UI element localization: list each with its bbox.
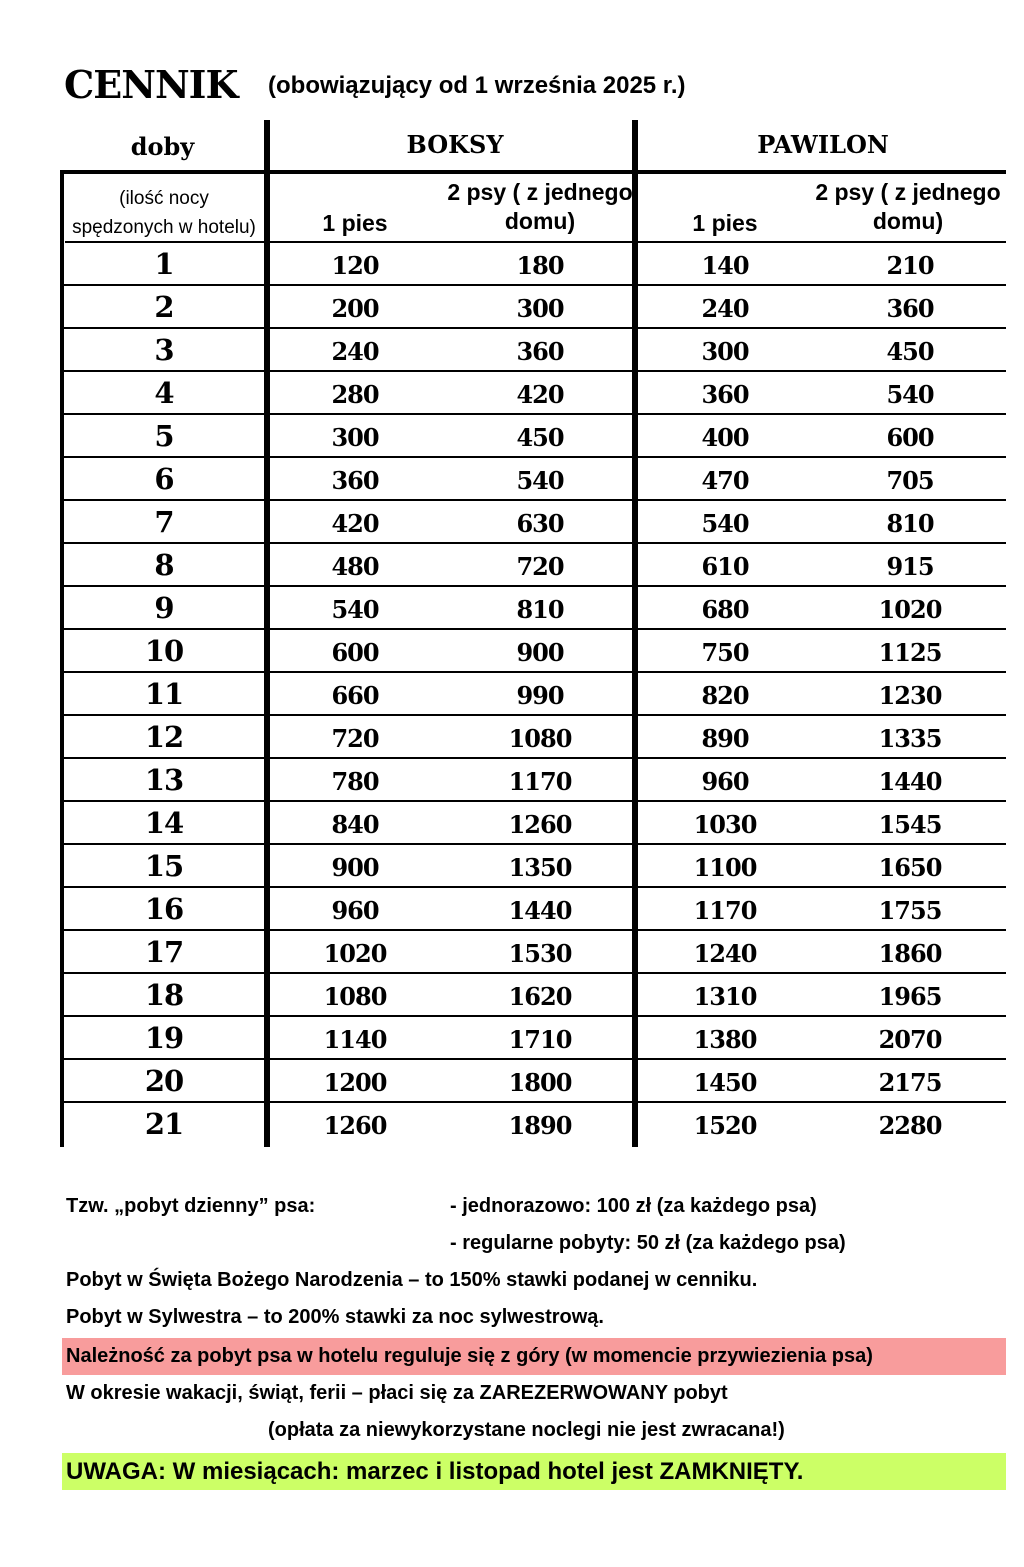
pawilon-two-dogs-price: 450 [886,337,934,366]
boksy-two-dogs-price: 180 [516,251,564,280]
boksy-one-dog-price: 120 [331,251,379,280]
day-cell: 6 [154,462,174,496]
boksy-two-dogs-price: 1890 [508,1111,572,1140]
pawilon-one-dog-price: 750 [701,638,749,667]
boksy-two-dogs-price: 540 [516,466,564,495]
pawilon-two-dogs-line2: domu) [872,208,944,234]
boksy-two-dogs-price: 360 [516,337,564,366]
boksy-two-dogs-price: 1530 [508,939,572,968]
boksy-one-dog-price: 300 [331,423,379,452]
column-header-doby: doby [130,132,195,161]
boksy-one-dog-price: 960 [331,896,379,925]
table-row [64,1103,1006,1146]
pawilon-two-dogs-price: 2070 [878,1025,942,1054]
pawilon-one-dog-price: 1450 [693,1068,757,1097]
table-row [64,458,1006,501]
day-cell: 21 [144,1107,184,1141]
day-cell: 5 [154,419,174,453]
boksy-two-dogs-price: 1080 [508,724,572,753]
boksy-one-dog-price: 660 [331,681,379,710]
boksy-two-dogs-price: 450 [516,423,564,452]
boksy-one-dog-price: 1080 [323,982,387,1011]
day-cell: 10 [144,634,184,668]
page-title: CENNIK [64,62,238,107]
day-cell: 4 [154,376,174,410]
pawilon-one-dog-price: 140 [701,251,749,280]
day-cell: 9 [154,591,174,625]
boksy-one-dog-price: 720 [331,724,379,753]
day-cell: 3 [154,333,174,367]
boksy-two-dogs-price: 1710 [508,1025,572,1054]
day-stay-regular-line [62,1225,1006,1262]
boksy-one-dog-price: 780 [331,767,379,796]
nights-label [64,184,264,242]
pawilon-two-dogs-price: 1335 [878,724,942,753]
day-cell: 16 [144,892,184,926]
pawilon-two-dogs-price: 1650 [878,853,942,882]
pawilon-one-dog-price: 360 [701,380,749,409]
pawilon-one-dog-price: 820 [701,681,749,710]
table-row [64,243,1006,286]
day-cell: 1 [154,247,174,281]
boksy-two-dogs-line2: domu) [504,208,576,234]
boksy-one-dog-price: 200 [331,294,379,323]
day-cell: 12 [144,720,184,754]
header-divider [60,170,1006,174]
boksy-one-dog-price: 480 [331,552,379,581]
pawilon-one-dog-price: 1240 [693,939,757,968]
table-row [64,587,1006,630]
boksy-one-dog-price: 280 [331,380,379,409]
pawilon-one-dog-price: 1100 [693,853,757,882]
day-cell: 13 [144,763,184,797]
pawilon-two-dogs-price: 705 [886,466,934,495]
table-row [64,1060,1006,1103]
day-cell: 7 [154,505,174,539]
table-row [64,888,1006,931]
pawilon-two-dogs-price: 1545 [878,810,942,839]
holidays-refund-note: (opłata za niewykorzystane noclegi nie jest zwracana!) [268,1419,785,1441]
pawilon-two-dogs-price: 1125 [878,638,942,667]
pawilon-two-dogs-price: 1440 [878,767,942,796]
pawilon-two-dogs-price: 540 [886,380,934,409]
day-cell: 20 [144,1064,184,1098]
table-row [64,974,1006,1017]
pawilon-one-dog-price: 1310 [693,982,757,1011]
pawilon-one-dog-price: 540 [701,509,749,538]
boksy-one-dog-label: 1 pies [322,210,388,236]
pawilon-two-dogs-price: 1755 [878,896,942,925]
boksy-one-dog-price: 1200 [323,1068,387,1097]
holidays-note: W okresie wakacji, świąt, ferii – płaci się za ZAREZERWOWANY pobyt [66,1382,728,1404]
table-row [64,329,1006,372]
column-header-pawilon: PAWILON [757,130,889,159]
boksy-one-dog-price: 360 [331,466,379,495]
boksy-two-dogs-price: 1800 [508,1068,572,1097]
price-rows [64,243,1006,1146]
pawilon-one-dog-price: 610 [701,552,749,581]
pawilon-two-dogs-price: 1020 [878,595,942,624]
table-row [64,544,1006,587]
table-row [64,716,1006,759]
pawilon-one-dog-price: 680 [701,595,749,624]
table-row [64,372,1006,415]
boksy-one-dog-price: 420 [331,509,379,538]
table-row [64,630,1006,673]
boksy-two-dogs-price: 630 [516,509,564,538]
pawilon-two-dogs-price: 210 [886,251,934,280]
table-row [64,501,1006,544]
boksy-two-dogs-price: 1440 [508,896,572,925]
pawilon-one-dog-price: 1170 [693,896,757,925]
table-row [64,286,1006,329]
nights-label-line2: spędzonych w hotelu) [72,217,256,238]
boksy-one-dog-price: 1260 [323,1111,387,1140]
boksy-one-dog-price: 1140 [323,1025,387,1054]
boksy-two-dogs-line1: 2 psy ( z jednego [447,179,633,205]
notes-section [62,1188,1006,1490]
table-row [64,931,1006,974]
table-row [64,759,1006,802]
boksy-two-dogs-label [440,178,640,236]
pawilon-two-dogs-price: 915 [886,552,934,581]
boksy-two-dogs-price: 810 [516,595,564,624]
table-row [64,415,1006,458]
table-row [64,1017,1006,1060]
pawilon-two-dogs-price: 1230 [878,681,942,710]
new-year-note: Pobyt w Sylwestra – to 200% stawki za noc sylwestrową. [66,1306,604,1328]
page-subtitle: (obowiązujący od 1 września 2025 r.) [268,72,686,99]
pawilon-two-dogs-price: 2175 [878,1068,942,1097]
day-cell: 14 [144,806,184,840]
day-cell: 17 [144,935,184,969]
table-row [64,802,1006,845]
boksy-one-dog-price: 840 [331,810,379,839]
day-cell: 18 [144,978,184,1012]
pawilon-one-dog-label: 1 pies [692,210,758,236]
pawilon-one-dog-price: 1520 [693,1111,757,1140]
boksy-two-dogs-price: 1620 [508,982,572,1011]
pawilon-two-dogs-line1: 2 psy ( z jednego [815,179,1001,205]
pawilon-two-dogs-price: 1965 [878,982,942,1011]
pawilon-one-dog-price: 960 [701,767,749,796]
boksy-one-dog-price: 600 [331,638,379,667]
boksy-two-dogs-price: 1170 [508,767,572,796]
pawilon-one-dog-price: 1030 [693,810,757,839]
day-stay-regular: - regularne pobyty: 50 zł (za każdego psa) [450,1232,846,1254]
pawilon-one-dog-price: 470 [701,466,749,495]
day-cell: 19 [144,1021,184,1055]
boksy-two-dogs-price: 900 [516,638,564,667]
pawilon-two-dogs-price: 1860 [878,939,942,968]
boksy-one-dog-price: 240 [331,337,379,366]
pawilon-two-dogs-price: 600 [886,423,934,452]
pawilon-two-dogs-price: 360 [886,294,934,323]
boksy-two-dogs-price: 990 [516,681,564,710]
boksy-two-dogs-price: 300 [516,294,564,323]
day-stay-label: Tzw. „pobyt dzienny” psa: [66,1195,316,1217]
table-row [64,673,1006,716]
pawilon-two-dogs-price: 810 [886,509,934,538]
boksy-two-dogs-price: 1350 [508,853,572,882]
christmas-note: Pobyt w Święta Bożego Narodzenia – to 150% stawki podanej w cenniku. [66,1269,758,1291]
payment-note: Należność za pobyt psa w hotelu reguluje się z góry (w momencie przywiezienia psa) [62,1338,1006,1375]
boksy-one-dog-price: 900 [331,853,379,882]
boksy-two-dogs-price: 720 [516,552,564,581]
pawilon-one-dog-price: 300 [701,337,749,366]
pawilon-two-dogs-label [810,178,1006,236]
pawilon-one-dog-price: 240 [701,294,749,323]
pawilon-one-dog-price: 1380 [693,1025,757,1054]
pawilon-one-dog-price: 400 [701,423,749,452]
table-row [64,845,1006,888]
price-table [60,120,1006,1147]
day-cell: 2 [154,290,174,324]
boksy-two-dogs-price: 1260 [508,810,572,839]
day-cell: 11 [144,677,184,711]
boksy-two-dogs-price: 420 [516,380,564,409]
nights-label-line1: (ilość nocy [119,188,209,209]
pawilon-one-dog-price: 890 [701,724,749,753]
column-header-boksy: BOKSY [406,130,504,159]
day-stay-line [62,1188,1006,1225]
day-cell: 8 [154,548,174,582]
closed-warning: UWAGA: W miesiącach: marzec i listopad hotel jest ZAMKNIĘTY. [62,1453,1006,1490]
day-stay-once: - jednorazowo: 100 zł (za każdego psa) [450,1195,817,1217]
pawilon-two-dogs-price: 2280 [878,1111,942,1140]
boksy-one-dog-price: 540 [331,595,379,624]
day-cell: 15 [144,849,184,883]
boksy-one-dog-price: 1020 [323,939,387,968]
